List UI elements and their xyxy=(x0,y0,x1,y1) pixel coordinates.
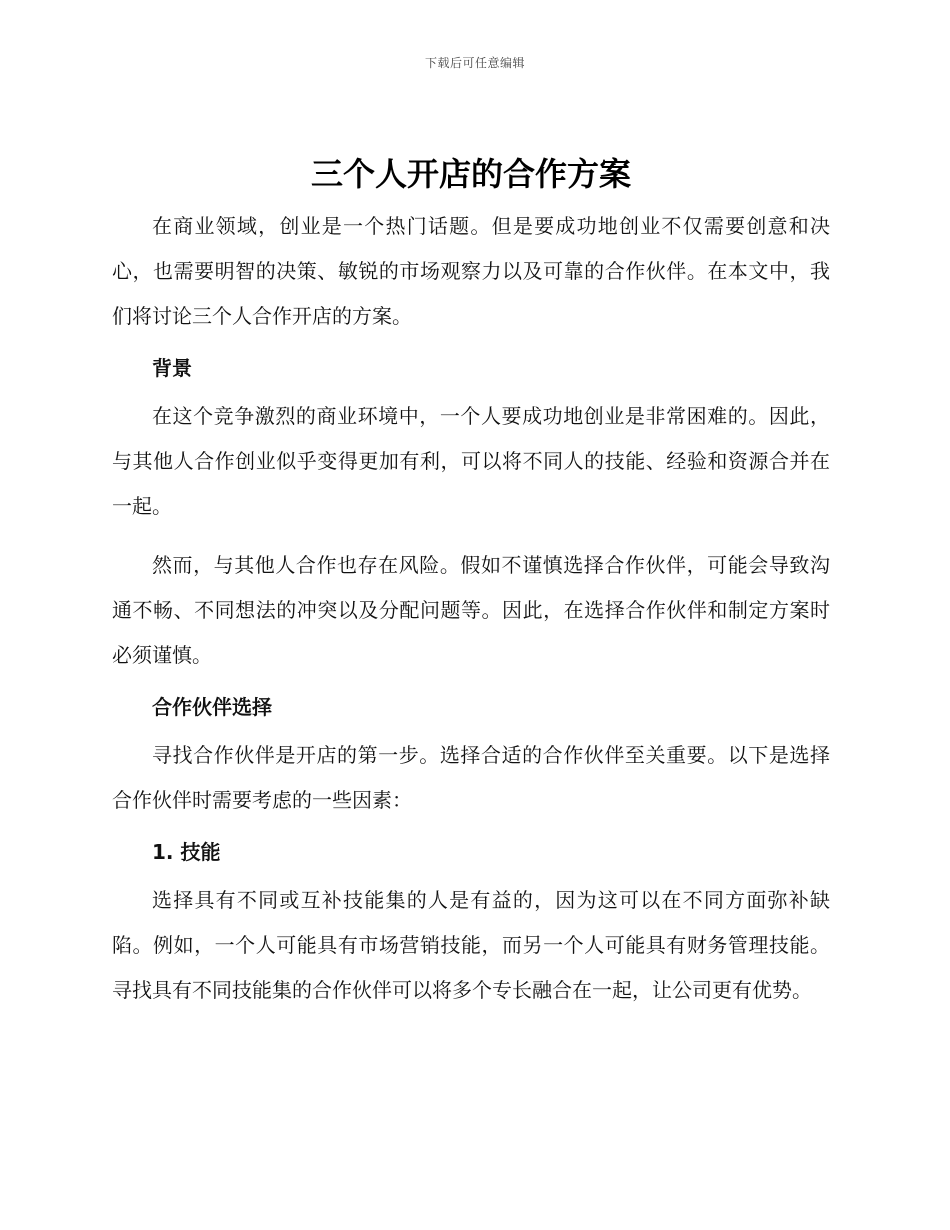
section-heading-background: 背景 xyxy=(152,356,192,380)
skills-paragraph: 选择具有不同或互补技能集的人是有益的，因为这可以在不同方面弥补缺陷。例如，一个人可能具有市场营销技能，而另一个人可能具有财务管理技能。寻找具有不同技能集的合作伙伴可以将多个专长融合在一起，让公司更有优势。 xyxy=(112,888,830,1002)
background-paragraph-1: 在这个竞争激烈的商业环境中，一个人要成功地创业是非常困难的。因此，与其他人合作创业似乎变得更加有利，可以将不同人的技能、经验和资源合并在一起。 xyxy=(112,404,830,518)
background-paragraph-2: 然而，与其他人合作也存在风险。假如不谨慎选择合作伙伴，可能会导致沟通不畅、不同想法的冲突以及分配问题等。因此，在选择合作伙伴和制定方案时必须谨慎。 xyxy=(112,553,830,667)
paragraph-gap xyxy=(112,529,830,543)
intro-paragraph: 在商业领域，创业是一个热门话题。但是要成功地创业不仅需要创意和决心，也需要明智的决策、敏锐的市场观察力以及可靠的合作伙伴。在本文中，我们将讨论三个人合作开店的方案。 xyxy=(112,214,830,328)
document-body xyxy=(112,148,830,1013)
section-heading-skills: 1. 技能 xyxy=(152,840,221,864)
section-heading-partner-selection: 合作伙伴选择 xyxy=(152,695,272,719)
partner-selection-paragraph: 寻找合作伙伴是开店的第一步。选择合适的合作伙伴至关重要。以下是选择合作伙伴时需要考虑的一些因素： xyxy=(112,743,830,812)
header-note: 下载后可任意编辑 xyxy=(424,56,525,70)
document-title: 三个人开店的合作方案 xyxy=(310,155,631,193)
